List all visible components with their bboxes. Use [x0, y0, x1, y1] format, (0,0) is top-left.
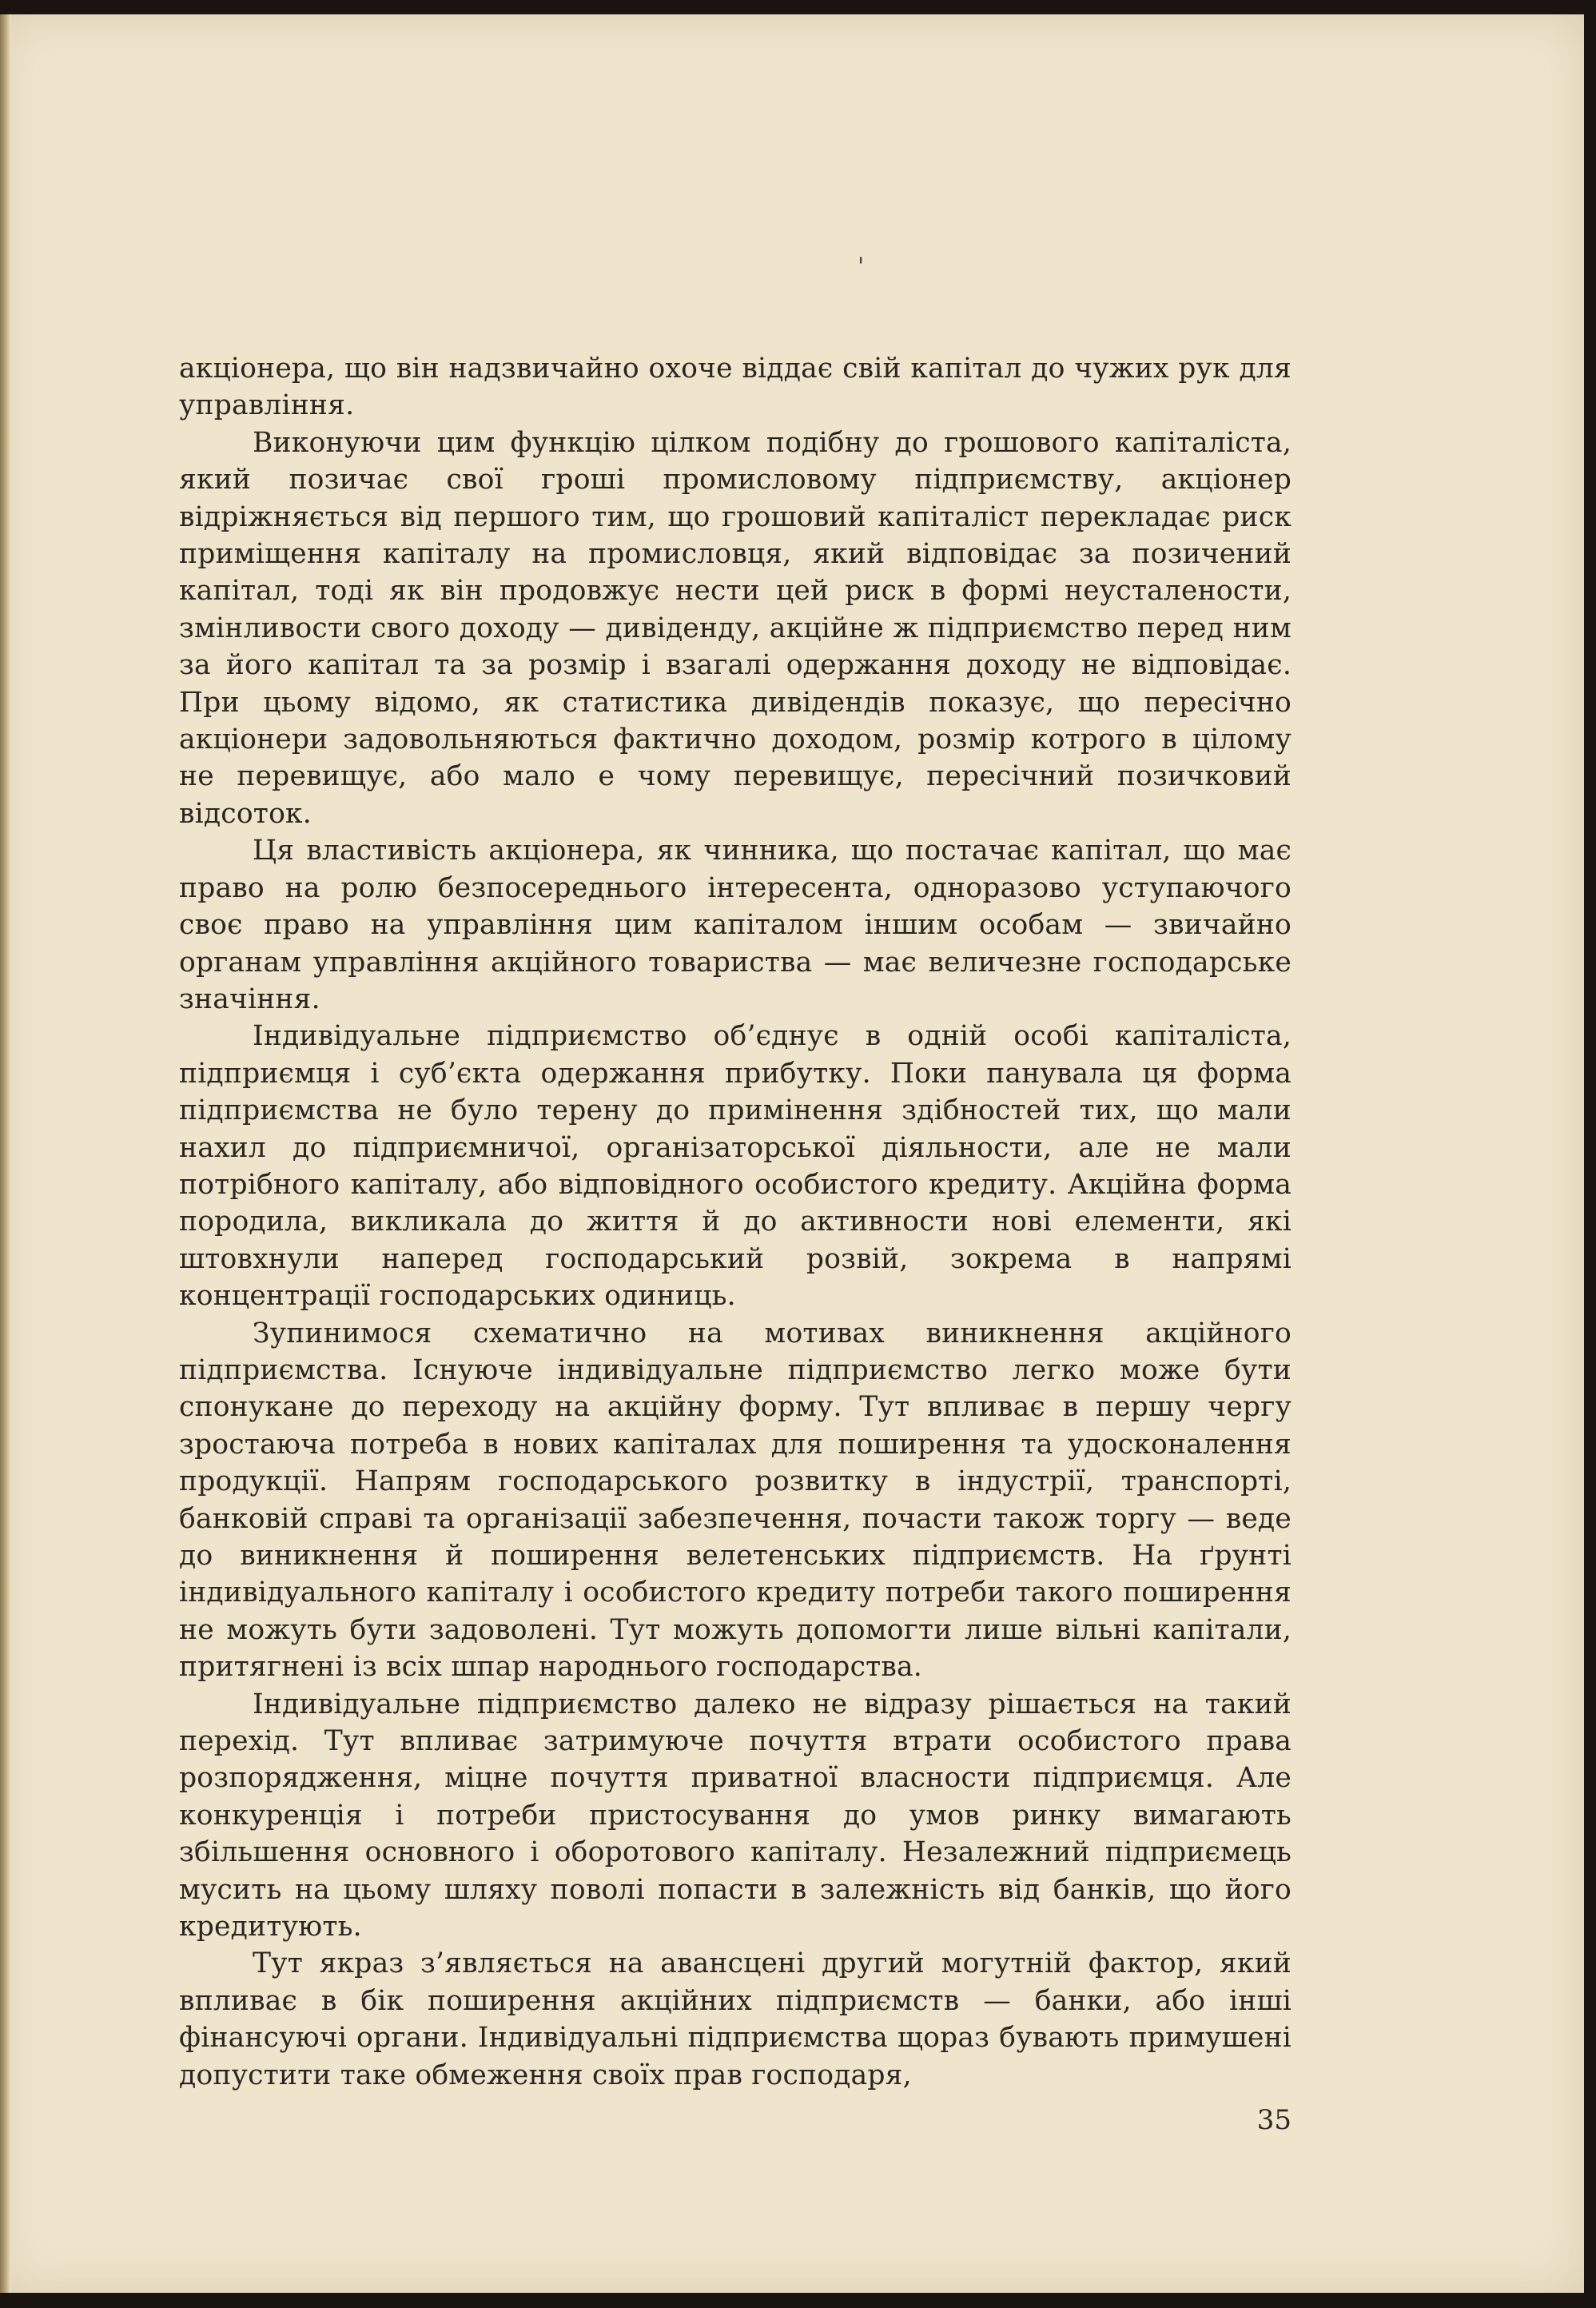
page-number: 35 — [1256, 2104, 1292, 2136]
paragraph-3: Ця властивість акціонера, як чинника, що постачає капітал, що має право на ролю безпосереднього інтересента, одноразово уступаючого своє право на управління цим капіталом іншим особам — звичайно органам управління акційного товариства — має величезне господарське значіння. — [179, 835, 1292, 1015]
paragraph-6: Індивідуальне підприємство далеко не відразу рішається на такий перехід. Тут впливає затримуюче почуття втрати особистого права розпорядження, міцне почуття приватної власности підприємця. Але конкуренція і потреби пристосування до умов ринку вимагають збільшення основного і оборотового капіталу. Незалежний підприємець мусить на цьому шляху поволі попасти в залежність від банків, що його кредитують. — [179, 1688, 1292, 1943]
paragraph-4: Індивідуальне підприємство об’єднує в одній особі капіталіста, підприємця і суб’єкта одержання прибутку. Поки панувала ця форма підприємства не було терену до примінення здібностей тих, що мали нахил до підприємничої, організаторської діяльности, але не мали потрібного капіталу, або відповідного особистого кредиту. Акційна форма породила, викликала до життя й до активности нові елементи, які штовхнули наперед господарський розвій, зокрема в напрямі концентрації господарських одиниць. — [179, 1020, 1292, 1313]
body-text — [179, 350, 1292, 2094]
paragraph-1: акціонера, що він надзвичайно охоче віддає свій капітал до чужих рук для управління. — [179, 353, 1292, 422]
document-page — [0, 14, 1584, 2293]
page-binding-edge — [0, 14, 11, 2293]
paragraph-2: Виконуючи цим функцію цілком подібну до грошового капіталіста, який позичає свої гроші промисловому підприємству, акціонер відріжняється від першого тим, що грошовий капіталіст перекладає риск приміщення капіталу на промисловця, який відповідає за позичений капітал, тоді як він продовжує нести цей риск в формі неусталености, змінливости свого доходу — дивіденду, акційне ж підприємство перед ним за його капітал та за розмір і взагалі одержання доходу не відповідає. При цьому відомо, як статистика дивідендів показує, що пересічно акціонери задовольняються фактично доходом, розмір котрого в цілому не перевищує, або мало е чому перевищує, пересічний позичковий відсоток. — [179, 426, 1292, 830]
paragraph-7: Тут якраз з’являється на авансцені другий могутній фактор, який впливає в бік поширення акційних підприємств — банки, або інші фінансуючі органи. Індивідуальні підприємства щораз бувають примушені допустити таке обмеження своїх прав господаря, — [179, 1947, 1292, 2091]
page-mark: ' — [858, 253, 865, 281]
paragraph-5: Зупинимося схематично на мотивах виникнення акційного підприємства. Існуюче індивідуальне підприємство легко може бути спонукане до переходу на акційну форму. Тут впливає в першу чергу зростаюча потреба в нових капіталах для поширення та удосконалення продукції. Напрям господарського розвитку в індустрії, транспорті, банковій справі та організації забезпечення, почасти також торгу — веде до виникнення й поширення велетенських підприємств. На ґрунті індивідуального капіталу і особистого кредиту потреби такого поширення не можуть бути задоволені. Тут можуть допомогти лише вільні капітали, притягнені із всіх шпар народнього господарства. — [179, 1317, 1292, 1684]
